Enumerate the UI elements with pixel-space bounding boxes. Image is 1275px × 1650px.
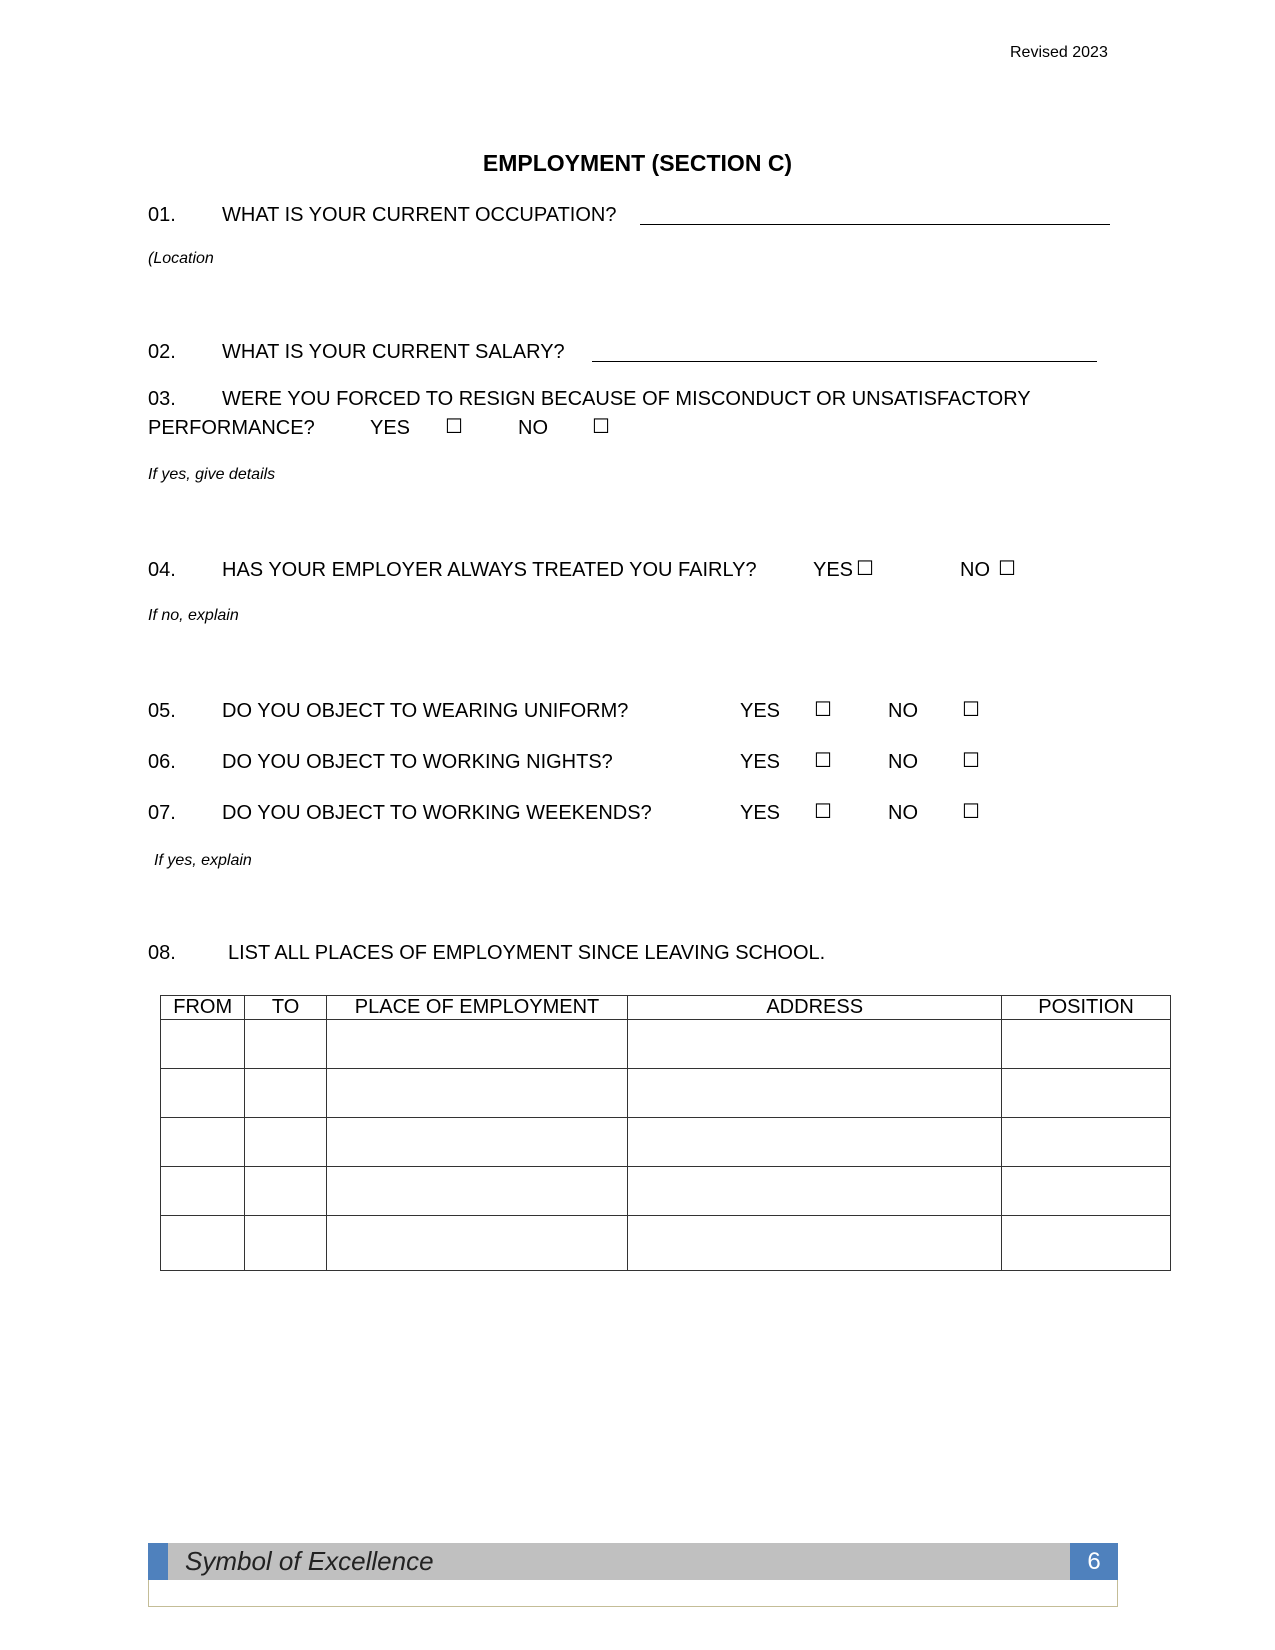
q07-yes-label: YES xyxy=(740,802,781,824)
table-row xyxy=(161,1216,1171,1271)
q07-note: If yes, explain xyxy=(154,852,252,869)
cell-to[interactable] xyxy=(245,1216,326,1271)
cell-address[interactable] xyxy=(628,1216,1002,1271)
cell-from[interactable] xyxy=(161,1118,245,1167)
q05-yes-label: YES xyxy=(740,700,781,722)
q06-yes-checkbox[interactable]: ☐ xyxy=(814,748,832,772)
cell-from[interactable] xyxy=(161,1216,245,1271)
q06-number: 06. xyxy=(148,751,176,773)
cell-address[interactable] xyxy=(628,1118,1002,1167)
cell-position[interactable] xyxy=(1002,1167,1171,1216)
q03-no-checkbox[interactable]: ☐ xyxy=(592,414,610,438)
q05-yes-checkbox[interactable]: ☐ xyxy=(814,697,832,721)
cell-address[interactable] xyxy=(628,1167,1002,1216)
cell-to[interactable] xyxy=(245,1118,326,1167)
q07-yes-checkbox[interactable]: ☐ xyxy=(814,799,832,823)
q08-number: 08. xyxy=(148,942,176,964)
q03-yes-checkbox[interactable]: ☐ xyxy=(445,414,463,438)
cell-address[interactable] xyxy=(628,1069,1002,1118)
q03-note: If yes, give details xyxy=(148,466,276,483)
table-row xyxy=(161,1118,1171,1167)
footer-underline-box xyxy=(148,1580,1118,1607)
q07-no-label: NO xyxy=(888,802,918,824)
q06-no-label: NO xyxy=(888,751,918,773)
q06-yes-label: YES xyxy=(740,751,781,773)
employment-history-table xyxy=(160,995,1171,1271)
q05-text: DO YOU OBJECT TO WEARING UNIFORM? xyxy=(222,700,629,722)
revised-label: Revised 2023 xyxy=(1010,44,1108,61)
q06-no-checkbox[interactable]: ☐ xyxy=(962,748,980,772)
cell-place[interactable] xyxy=(326,1020,627,1069)
q01-number: 01. xyxy=(148,204,176,226)
col-address-header: ADDRESS xyxy=(628,996,1002,1020)
q04-yes-label: YES xyxy=(813,559,854,581)
q07-no-checkbox[interactable]: ☐ xyxy=(962,799,980,823)
cell-to[interactable] xyxy=(245,1020,326,1069)
q08-text: LIST ALL PLACES OF EMPLOYMENT SINCE LEAVING SCHOOL. xyxy=(228,942,826,964)
cell-position[interactable] xyxy=(1002,1020,1171,1069)
cell-from[interactable] xyxy=(161,1069,245,1118)
cell-place[interactable] xyxy=(326,1118,627,1167)
table-row xyxy=(161,1069,1171,1118)
q04-no-label: NO xyxy=(960,559,990,581)
q03-text-line2: PERFORMANCE? xyxy=(148,417,315,439)
q05-no-label: NO xyxy=(888,700,918,722)
cell-place[interactable] xyxy=(326,1069,627,1118)
col-from-header: FROM xyxy=(161,996,245,1020)
table-row xyxy=(161,1167,1171,1216)
cell-place[interactable] xyxy=(326,1167,627,1216)
footer-slogan: Symbol of Excellence xyxy=(185,1546,434,1576)
q02-answer-line[interactable] xyxy=(592,343,1097,362)
cell-from[interactable] xyxy=(161,1167,245,1216)
q03-number: 03. xyxy=(148,388,176,410)
col-position-header: POSITION xyxy=(1002,996,1171,1020)
table-row xyxy=(161,1020,1171,1069)
q04-note: If no, explain xyxy=(148,607,239,624)
q04-no-checkbox[interactable]: ☐ xyxy=(998,556,1016,580)
page-number: 6 xyxy=(1070,1543,1118,1580)
col-place-header: PLACE OF EMPLOYMENT xyxy=(326,996,627,1020)
cell-address[interactable] xyxy=(628,1020,1002,1069)
q04-text: HAS YOUR EMPLOYER ALWAYS TREATED YOU FAIRLY? xyxy=(222,559,757,581)
q02-number: 02. xyxy=(148,341,176,363)
col-to-header: TO xyxy=(245,996,326,1020)
q03-text: WERE YOU FORCED TO RESIGN BECAUSE OF MISCONDUCT OR UNSATISFACTORY xyxy=(222,388,1031,410)
table-header-row xyxy=(161,996,1171,1020)
q02-text: WHAT IS YOUR CURRENT SALARY? xyxy=(222,341,565,363)
section-title: EMPLOYMENT (SECTION C) xyxy=(482,150,793,176)
cell-place[interactable] xyxy=(326,1216,627,1271)
q05-number: 05. xyxy=(148,700,176,722)
q01-note: (Location xyxy=(148,250,214,267)
q01-answer-line[interactable] xyxy=(640,206,1110,225)
q04-number: 04. xyxy=(148,559,176,581)
q03-yes-label: YES xyxy=(370,417,411,439)
q04-yes-checkbox[interactable]: ☐ xyxy=(856,556,874,580)
footer-accent-block xyxy=(148,1543,168,1580)
cell-position[interactable] xyxy=(1002,1216,1171,1271)
cell-position[interactable] xyxy=(1002,1069,1171,1118)
cell-from[interactable] xyxy=(161,1020,245,1069)
q05-no-checkbox[interactable]: ☐ xyxy=(962,697,980,721)
q01-text: WHAT IS YOUR CURRENT OCCUPATION? xyxy=(222,204,617,226)
cell-position[interactable] xyxy=(1002,1118,1171,1167)
q07-text: DO YOU OBJECT TO WORKING WEEKENDS? xyxy=(222,802,652,824)
q07-number: 07. xyxy=(148,802,176,824)
cell-to[interactable] xyxy=(245,1069,326,1118)
q03-no-label: NO xyxy=(518,417,548,439)
cell-to[interactable] xyxy=(245,1167,326,1216)
q06-text: DO YOU OBJECT TO WORKING NIGHTS? xyxy=(222,751,613,773)
